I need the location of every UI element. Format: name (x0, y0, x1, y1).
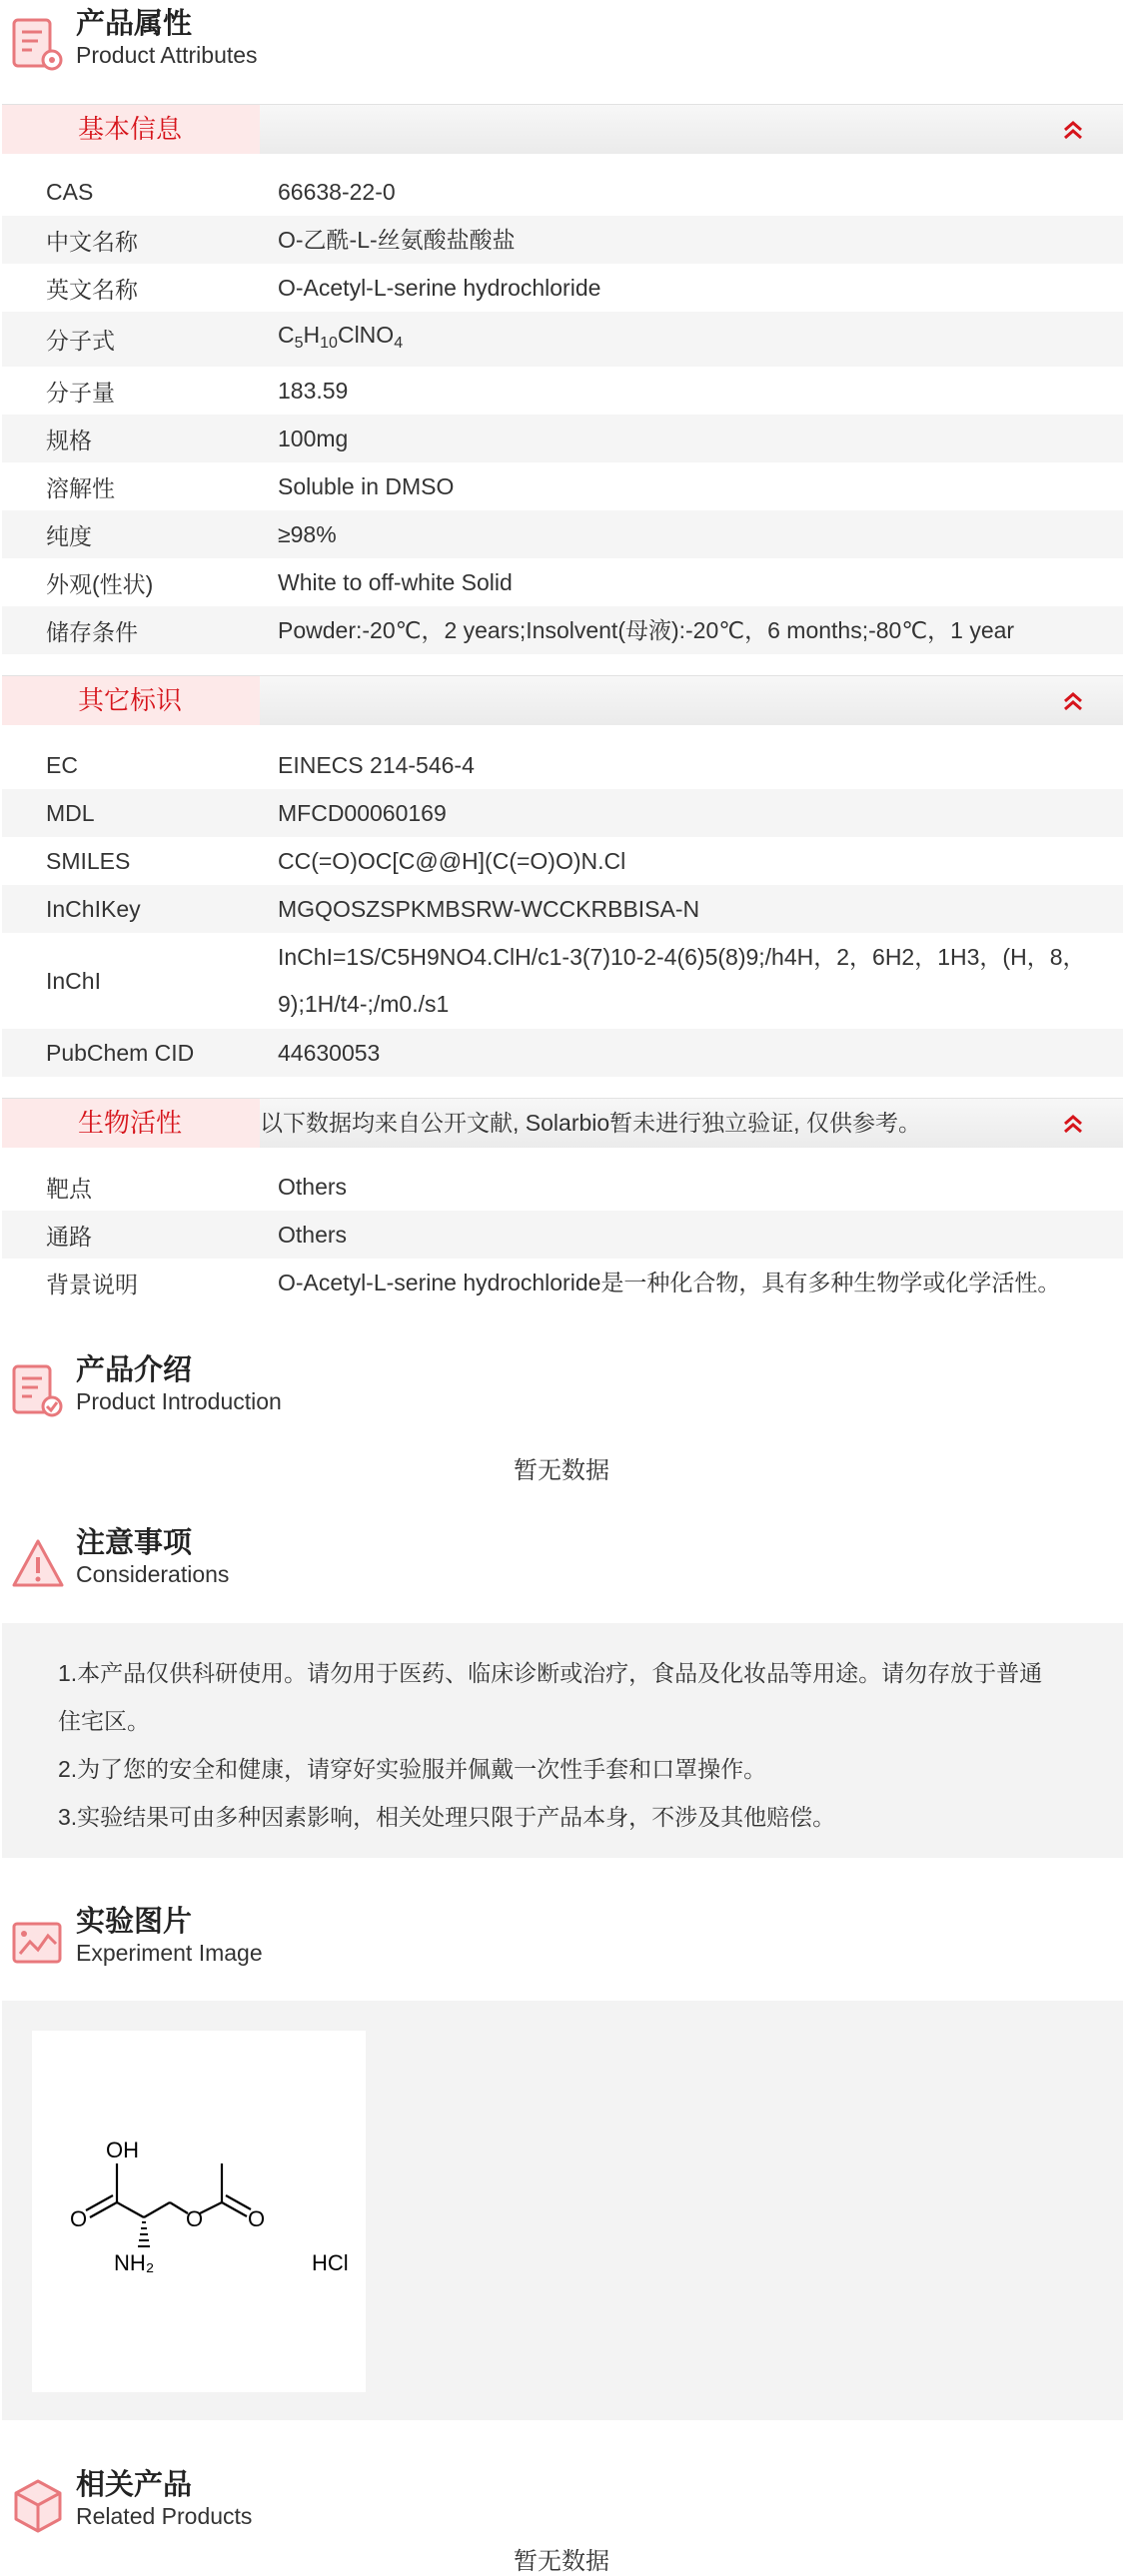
formula-sub: 5 (294, 335, 304, 352)
table-row (2, 885, 1123, 933)
row-value: Soluble in DMSO (278, 472, 455, 499)
table-row (2, 1211, 1123, 1259)
row-value: 183.59 (278, 377, 349, 404)
row-value: CC(=O)OC[C@@H](C(=O)O)N.Cl (278, 847, 626, 874)
section-title-en: Product Introduction (76, 1388, 282, 1414)
atom-label-o: O (248, 2206, 266, 2231)
row-key: PubChem CID (46, 1039, 195, 1066)
row-value: 44630053 (278, 1039, 381, 1066)
section-title-cn: 实验图片 (76, 1906, 193, 1938)
row-key: 靶点 (46, 1175, 92, 1202)
row-value: 100mg (278, 425, 349, 451)
table-row (2, 264, 1123, 312)
table-row (2, 933, 1123, 1029)
row-value: Others (278, 1221, 348, 1248)
table-row (2, 510, 1123, 558)
other-ids-table (2, 741, 1123, 1077)
atom-label-hcl: HCl (312, 2250, 349, 2275)
molecular-formula (278, 312, 1123, 367)
section-experiment-image (10, 1904, 263, 1984)
row-value: EINECS 214-546-4 (278, 751, 475, 778)
row-value: 66638-22-0 (278, 178, 396, 205)
section-product-attributes (10, 6, 258, 86)
section-title-cn: 注意事项 (76, 1527, 193, 1559)
row-key: 储存条件 (46, 618, 138, 645)
related-empty-text: 暂无数据 (514, 2548, 609, 2575)
intro-empty-text: 暂无数据 (514, 1457, 609, 1484)
table-row (2, 1163, 1123, 1211)
table-row (2, 312, 1123, 367)
row-value: O-Acetyl-L-serine hydrochloride (278, 274, 601, 301)
section-title-cn: 产品介绍 (76, 1354, 193, 1386)
atom-label-o: O (186, 2206, 204, 2231)
table-row (2, 741, 1123, 789)
row-key: 中文名称 (46, 228, 138, 255)
row-key: 外观(性状) (46, 570, 154, 597)
section-considerations (10, 1525, 229, 1605)
double-chevron-up-icon[interactable] (1061, 689, 1085, 713)
basic-info-tab: 基本信息 (2, 105, 260, 154)
experiment-image-area (2, 2001, 1123, 2420)
box-icon (10, 2475, 66, 2535)
row-value: O-乙酰-L-丝氨酸盐酸盐 (278, 226, 516, 253)
section-product-intro (10, 1352, 282, 1432)
row-value: White to off-white Solid (278, 568, 513, 595)
row-value: ≥98% (278, 520, 337, 547)
section-title-cn: 相关产品 (76, 2469, 193, 2501)
section-related-products (10, 2467, 252, 2547)
row-key: 溶解性 (46, 474, 115, 501)
row-value: O-Acetyl-L-serine hydrochloride是一种化合物，具有多种生物学或化学活性。 (278, 1269, 1061, 1295)
list-gear-icon (10, 14, 66, 74)
table-row (2, 168, 1123, 216)
consideration-item: 1.本产品仅供科研使用。请勿用于医药、临床诊断或治疗，食品及化妆品等用途。请勿存放于普通住宅区。 (58, 1660, 1043, 1734)
section-title-en: Considerations (76, 1561, 230, 1587)
table-row (2, 216, 1123, 264)
row-value: MFCD00060169 (278, 799, 447, 826)
consideration-item: 3.实验结果可由多种因素影响，相关处理只限于产品本身，不涉及其他赔偿。 (58, 1804, 836, 1830)
section-title-en: Product Attributes (76, 42, 258, 68)
table-row (2, 789, 1123, 837)
structure-image[interactable] (32, 2031, 366, 2392)
formula-part: ClNO (337, 322, 395, 348)
table-row (2, 462, 1123, 510)
section-title-en: Related Products (76, 2503, 253, 2529)
other-ids-tab: 其它标识 (2, 676, 260, 725)
table-row (2, 367, 1123, 415)
table-row (2, 558, 1123, 606)
table-row (2, 1259, 1123, 1306)
row-key: CAS (46, 178, 94, 205)
bioactivity-table (2, 1163, 1123, 1306)
row-key: EC (46, 751, 78, 778)
row-value: InChI=1S/C5H9NO4.ClH/c1-3(7)10-2-4(6)5(8)9;/h4H，2，6H2，1H3，(H，8，9);1H/t4-;/m0./s1 (278, 944, 1086, 1017)
row-value: MGQOSZSPKMBSRW-WCCKRBBISA-N (278, 895, 700, 922)
bioactivity-bar (2, 1098, 1123, 1148)
basic-info-table (2, 168, 1123, 654)
row-key: 分子量 (46, 379, 115, 406)
atom-label-oh: OH (106, 2138, 139, 2162)
row-value: Others (278, 1173, 348, 1200)
formula-part: H (303, 322, 321, 348)
basic-info-bar (2, 104, 1123, 154)
image-chart-icon (10, 1912, 66, 1972)
table-row (2, 837, 1123, 885)
row-key: 规格 (46, 427, 92, 453)
double-chevron-up-icon[interactable] (1061, 1112, 1085, 1136)
row-key: InChI (46, 967, 101, 994)
formula-sub: 10 (320, 335, 338, 352)
warning-triangle-icon (10, 1533, 66, 1593)
row-key: 纯度 (46, 522, 92, 549)
table-row (2, 1029, 1123, 1077)
row-key: 分子式 (46, 328, 115, 354)
double-chevron-up-icon[interactable] (1061, 118, 1085, 142)
row-value: Powder:-20℃，2 years;Insolvent(母液):-20℃，6 months;-80℃，1 year (278, 616, 1015, 643)
formula-sub: 4 (394, 335, 404, 352)
other-ids-bar (2, 675, 1123, 725)
bioactivity-disclaimer: 以下数据均来自公开文献, Solarbio暂未进行独立验证, 仅供参考。 (260, 1110, 921, 1136)
row-key: 通路 (46, 1223, 92, 1250)
row-key: 背景说明 (46, 1271, 138, 1297)
chemical-structure-drawing (32, 2031, 366, 2392)
section-title-cn: 产品属性 (76, 8, 193, 40)
table-row (2, 606, 1123, 654)
section-title-en: Experiment Image (76, 1940, 263, 1966)
atom-label-o: O (70, 2206, 88, 2231)
row-key: 英文名称 (46, 276, 138, 303)
considerations-box (2, 1623, 1123, 1858)
row-key: MDL (46, 799, 95, 826)
table-row (2, 415, 1123, 462)
atom-label-nh2: NH₂ (114, 2250, 155, 2275)
row-key: InChIKey (46, 895, 141, 922)
row-key: SMILES (46, 847, 131, 874)
list-check-icon (10, 1360, 66, 1420)
bioactivity-tab: 生物活性 (2, 1099, 260, 1148)
formula-part: C (278, 322, 295, 348)
consideration-item: 2.为了您的安全和健康，请穿好实验服并佩戴一次性手套和口罩操作。 (58, 1756, 767, 1782)
